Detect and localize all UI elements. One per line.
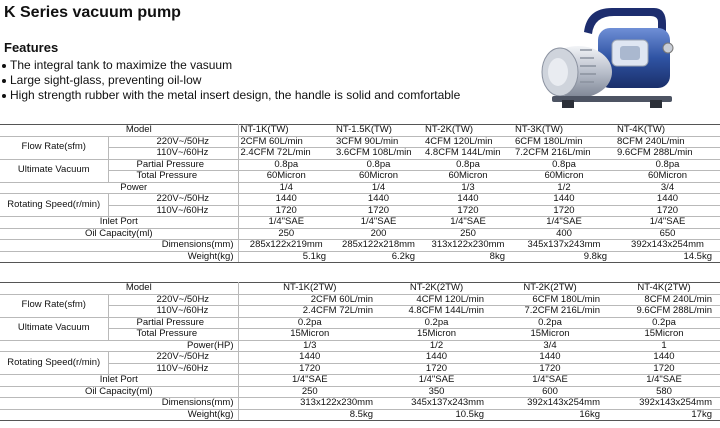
table-row [0,409,720,421]
table-cell: 350 [381,386,492,398]
table-cell: 1/4"SAE [423,217,513,229]
table-cell: 8CFM 240L/min [615,136,720,148]
table-cell: 0.8pa [513,159,615,171]
pressure-label: Total Pressure [108,329,238,341]
table-cell: 15Micron [238,329,381,341]
table-cell: NT-2K(2TW) [381,283,492,295]
table-cell: 1440 [615,194,720,206]
table-cell: 1/4"SAE [334,217,423,229]
inlet-port-label: Inlet Port [0,217,238,229]
table-cell: 1/3 [423,182,513,194]
table-cell: 1 [608,340,720,352]
table-cell: 250 [423,228,513,240]
oil-capacity-label: Oil Capacity(ml) [0,386,238,398]
table-row [0,386,720,398]
table-cell: 345x137x243mm [381,398,492,410]
table-row [0,171,720,183]
table-cell: 0.2pa [608,317,720,329]
table-row [0,159,720,171]
table-cell: 8CFM 240L/min [608,294,720,306]
table-cell: 7.2CFM 216L/min [492,306,608,318]
pressure-label: Total Pressure [108,171,238,183]
oil-capacity-label: Oil Capacity(ml) [0,228,238,240]
table-row [0,375,720,387]
table-cell: 6CFM 180L/min [513,136,615,148]
table-cell: 313x122x230mm [423,240,513,252]
feature-item: The integral tank to maximize the vasuum [0,58,460,73]
voltage-label: 110V~/60Hz [108,205,238,217]
table-cell: 2.4CFM 72L/min [238,148,334,160]
table-cell: 16kg [492,409,608,421]
table-cell: 3/4 [615,182,720,194]
table-cell: 392x143x254mm [492,398,608,410]
table-cell: 0.8pa [423,159,513,171]
table-cell: 650 [615,228,720,240]
table-cell: 9.6CFM 288L/min [608,306,720,318]
table-cell: 1720 [615,205,720,217]
table-cell: 7.2CFM 216L/min [513,148,615,160]
table-cell: 1720 [513,205,615,217]
weight-label: Weight(kg) [0,251,238,263]
table-cell: 1/2 [513,182,615,194]
table-cell: 1440 [513,194,615,206]
ultimate-vacuum-label: Ultimate Vacuum [0,159,108,182]
page-title: K Series vacuum pump [4,4,181,21]
table-row [0,148,720,160]
power-label: Power(HP) [0,340,238,352]
table-cell: 5.1kg [238,251,334,263]
table-cell: 60Micron [334,171,423,183]
rotating-speed-label: Rotating Speed(r/min) [0,194,108,217]
table-cell: 1440 [238,194,334,206]
table-row [0,125,720,137]
voltage-label: 220V~/50Hz [108,194,238,206]
table-cell: 3.6CFM 108L/min [334,148,423,160]
table-cell: 1/4"SAE [492,375,608,387]
table-cell: 15Micron [492,329,608,341]
voltage-label: 220V~/50Hz [108,294,238,306]
flow-rate-label: Flow Rate(sfm) [0,136,108,159]
table-cell: 250 [238,228,334,240]
table-cell: 4.8CFM 144L/min [381,306,492,318]
voltage-label: 110V~/60Hz [108,148,238,160]
table-cell: NT-4K(2TW) [608,283,720,295]
table-cell: 9.6CFM 288L/min [615,148,720,160]
table-cell: 15Micron [608,329,720,341]
table-cell: 3/4 [492,340,608,352]
spec-table-tw [0,124,720,263]
table-cell: 1/4 [334,182,423,194]
table-row [0,306,720,318]
table-row [0,398,720,410]
table-cell: 4CFM 120L/min [381,294,492,306]
features-heading: Features [4,40,59,55]
table-cell: 1440 [423,194,513,206]
table-cell: 1/4"SAE [608,375,720,387]
pressure-label: Partial Pressure [108,317,238,329]
table-cell: NT-1K(TW) [238,125,334,137]
model-label: Model [0,283,238,295]
table-cell: 1720 [238,363,381,375]
table-cell: 1/4"SAE [238,217,334,229]
rotating-speed-label: Rotating Speed(r/min) [0,352,108,375]
dimensions-label: Dimensions(mm) [0,240,238,252]
table-cell: 1720 [423,205,513,217]
table-cell: 392x143x254mm [608,398,720,410]
table-cell: 2.4CFM 72L/min [238,306,381,318]
table-row [0,182,720,194]
table-row [0,329,720,341]
table-cell: 0.2pa [381,317,492,329]
table-cell: 1720 [334,205,423,217]
voltage-label: 110V~/60Hz [108,363,238,375]
table-cell: 0.8pa [238,159,334,171]
table-cell: 392x143x254mm [615,240,720,252]
table-cell: 250 [238,386,381,398]
table-cell: 1/4"SAE [513,217,615,229]
table-row [0,251,720,263]
table-cell: 60Micron [513,171,615,183]
table-cell: 4.8CFM 144L/min [423,148,513,160]
table-row [0,363,720,375]
power-label: Power [0,182,238,194]
flow-rate-label: Flow Rate(sfm) [0,294,108,317]
table-cell: 1/4"SAE [615,217,720,229]
table-cell: 0.2pa [492,317,608,329]
weight-label: Weight(kg) [0,409,238,421]
table-cell: 0.2pa [238,317,381,329]
table-row [0,240,720,252]
table-cell: 8.5kg [238,409,381,421]
table-cell: NT-2K(TW) [423,125,513,137]
table-cell: 313x122x230mm [238,398,381,410]
voltage-label: 110V~/60Hz [108,306,238,318]
table-row [0,294,720,306]
feature-item: High strength rubber with the metal insert design, the handle is solid and comfortable [0,88,460,103]
table-cell: 1/4"SAE [381,375,492,387]
model-label: Model [0,125,238,137]
table-cell: 60Micron [423,171,513,183]
table-cell: 1720 [381,363,492,375]
table-cell: NT-1K(2TW) [238,283,381,295]
voltage-label: 220V~/50Hz [108,352,238,364]
table-cell: 10.5kg [381,409,492,421]
table-cell: 200 [334,228,423,240]
table-row [0,136,720,148]
table-cell: 1720 [238,205,334,217]
table-cell: NT-1.5K(TW) [334,125,423,137]
pressure-label: Partial Pressure [108,159,238,171]
table-cell: 1720 [492,363,608,375]
table-cell: 8kg [423,251,513,263]
feature-item: Large sight-glass, preventing oil-low [0,73,460,88]
table-cell: 1/4"SAE [238,375,381,387]
table-row [0,352,720,364]
table-cell: 6CFM 180L/min [492,294,608,306]
table-cell: 4CFM 120L/min [423,136,513,148]
table-cell: 1440 [238,352,381,364]
table-cell: 1/4 [238,182,334,194]
table-cell: 6.2kg [334,251,423,263]
features-list [0,58,460,103]
table-row [0,317,720,329]
table-cell: 1440 [608,352,720,364]
table-cell: 0.8pa [334,159,423,171]
table-row [0,228,720,240]
vacuum-pump-image [532,2,682,114]
table-cell: 2CFM 60L/min [238,294,381,306]
voltage-label: 220V~/50Hz [108,136,238,148]
table-row [0,205,720,217]
table-cell: 1440 [492,352,608,364]
table-cell: 580 [608,386,720,398]
table-cell: NT-4K(TW) [615,125,720,137]
spec-table-2tw [0,282,720,421]
dimensions-label: Dimensions(mm) [0,398,238,410]
table-cell: 15Micron [381,329,492,341]
table-row [0,217,720,229]
table-cell: 345x137x243mm [513,240,615,252]
ultimate-vacuum-label: Ultimate Vacuum [0,317,108,340]
table-cell: 1440 [334,194,423,206]
table-cell: 3CFM 90L/min [334,136,423,148]
table-cell: 1/2 [381,340,492,352]
table-cell: 285x122x218mm [334,240,423,252]
table-cell: 0.8pa [615,159,720,171]
table-cell: NT-3K(TW) [513,125,615,137]
inlet-port-label: Inlet Port [0,375,238,387]
table-cell: 17kg [608,409,720,421]
table-cell: 1440 [381,352,492,364]
table-cell: 1/3 [238,340,381,352]
table-cell: 600 [492,386,608,398]
table-cell: 2CFM 60L/min [238,136,334,148]
table-row [0,283,720,295]
table-cell: NT-2K(2TW) [492,283,608,295]
table-cell: 285x122x219mm [238,240,334,252]
table-cell: 1720 [608,363,720,375]
table-row [0,340,720,352]
table-cell: 400 [513,228,615,240]
table-cell: 14.5kg [615,251,720,263]
table-row [0,194,720,206]
table-cell: 9.8kg [513,251,615,263]
table-cell: 60Micron [615,171,720,183]
table-cell: 60Micron [238,171,334,183]
